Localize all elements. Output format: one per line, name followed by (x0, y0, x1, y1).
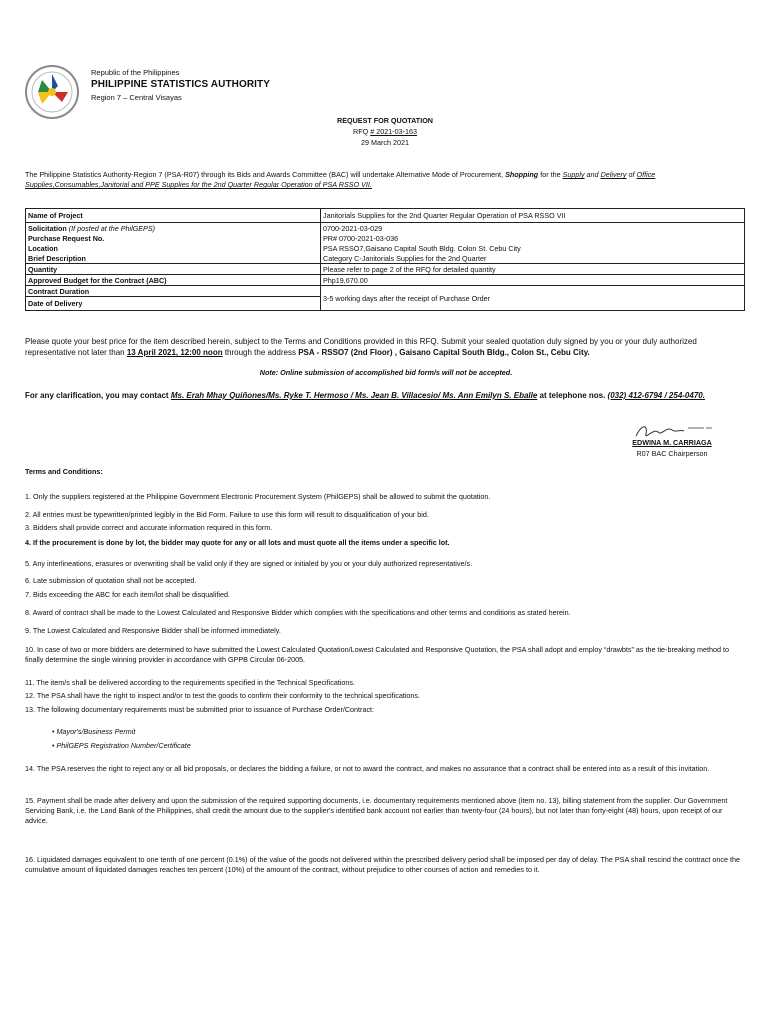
term-11: 11. The item/s shall be delivered according to the requirements specified in the Technical Specifications. (25, 678, 356, 687)
location-label: Location (26, 243, 321, 253)
intro-part2: for the (538, 170, 563, 179)
term-1: 1. Only the suppliers registered at the Philippine Government Electronic Procurement System (PhilGEPS) shall be allowed to submit the quotation. (25, 492, 491, 501)
table-row (26, 264, 745, 275)
brief-description-label: Brief Description (26, 253, 321, 264)
intro-office: Office Supplies,Consumables,Janitorial and PPE Supplies for the 2nd Quarter Regular Operation of PSA RSSO VII. (25, 170, 656, 189)
online-submission-note: Note: Online submission of accomplished bid form/s will not be accepted. (259, 368, 513, 377)
term-8: 8. Award of contract shall be made to the Lowest Calculated and Responsive Bidder which complies with the specifications and other terms and conditions as stated herein. (25, 608, 571, 617)
clarification-paragraph (25, 390, 747, 401)
table-row (26, 209, 745, 223)
intro-of: of (626, 170, 637, 179)
agency-name: PHILIPPINE STATISTICS AUTHORITY (91, 79, 271, 90)
signatory-position: R07 BAC Chairperson (636, 449, 708, 458)
location-value: PSA RSSO7,Gaisano Capital South Bldg. Colon St. Cebu City (321, 243, 745, 253)
table-row (26, 286, 745, 297)
terms-heading: Terms and Conditions: (25, 467, 103, 476)
quote-address: PSA - RSSO7 (2nd Floor) , Gaisano Capital South Bldg., Colon St., Cebu City. (298, 348, 590, 357)
rfq-heading: REQUEST FOR QUOTATION (337, 116, 433, 125)
term-10: 10. In case of two or more bidders are determined to have submitted the Lowest Calculated Quotation/Lowest Calculated and Responsive Quotation, the PSA shall adopt and employ “drawbts” as the tie-breaking method to finally determine the single winning provider in accordance with GPPB Circular 06-2005. (25, 645, 729, 664)
project-table-wrapper (25, 208, 745, 311)
clarify-contacts: Ms. Erah Mhay Quiñones/Ms. Ryke T. Hermoso / Ms. Jean B. Villacesio/ Ms. Ann Emilyn S. Eballe (170, 391, 538, 400)
abc-value: Php19,670.00 (321, 275, 745, 286)
solicitation-value: 0700-2021-03-029 (321, 223, 745, 234)
table-row (26, 275, 745, 286)
requirement-mayors-permit: • Mayor's/Business Permit (52, 727, 136, 736)
rfq-number (285, 127, 485, 137)
quote-part2: through the address (222, 348, 299, 357)
rfq-date: 29 March 2021 (361, 138, 409, 147)
contract-duration-label: Contract Duration (26, 286, 321, 297)
term-5: 5. Any interlineations, erasures or overwriting shall be valid only if they are signed or initialed by you or your duly authorized representative/s. (25, 559, 473, 568)
table-row (26, 253, 745, 264)
solicitation-label (26, 223, 321, 234)
clarify-phones: (032) 412-6794 / 254-0470. (607, 391, 705, 400)
clarify-part1: For any clarification, you may contact (25, 391, 171, 400)
quantity-value: Please refer to page 2 of the RFQ for detailed quantity (321, 264, 745, 275)
name-of-project-value: Janitorials Supplies for the 2nd Quarter Regular Operation of PSA RSSO VII (321, 209, 745, 223)
requirement-philgeps: • PhilGEPS Registration Number/Certificate (52, 741, 191, 750)
rfq-number-value: # 2021-03-163 (370, 127, 417, 136)
quote-part1: Please quote your best price for the item described herein, subject to the Terms and Conditions provided in this RFQ. Submit your sealed quotation duly signed by you or your duly authorized representative not later than (25, 337, 697, 357)
region-label: Region 7 – Central Visayas (91, 93, 182, 102)
date-of-delivery-label: Date of Delivery (26, 297, 321, 311)
intro-part1: The Philippine Statistics Authority-Region 7 (PSA-R07) through its Bids and Awards Committee (BAC) will undertake Alternative Mode of Procurement, (25, 170, 506, 179)
term-12: 12. The PSA shall have the right to inspect and/or to test the goods to confirm their conformity to the technical specifications. (25, 691, 420, 700)
table-row (26, 233, 745, 243)
term-13: 13. The following documentary requirements must be submitted prior to issuance of Purchase Order/Contract: (25, 705, 375, 714)
intro-and: and (584, 170, 601, 179)
intro-supply: Supply (562, 170, 585, 179)
term-6: 6. Late submission of quotation shall not be accepted. (25, 576, 197, 585)
contract-duration-value: 3-5 working days after the receipt of Purchase Order (321, 286, 745, 311)
intro-paragraph (25, 170, 747, 190)
solicitation-note: (If posted at the PhilGEPS) (66, 223, 156, 233)
purchase-request-label: Purchase Request No. (26, 233, 321, 243)
term-3: 3. Bidders shall provide correct and accurate information required in this form. (25, 523, 273, 532)
table-row (26, 243, 745, 253)
quote-deadline: 13 April 2021, 12:00 noon (126, 348, 223, 357)
solicitation-label-text: Solicitation (28, 223, 67, 233)
term-9: 9. The Lowest Calculated and Responsive Bidder shall be informed immediately. (25, 626, 281, 635)
project-table (25, 208, 745, 311)
quote-paragraph (25, 336, 747, 358)
term-4: 4. If the procurement is done by lot, the bidder may quote for any or all lots and must quote all the items under a specific lot. (25, 538, 450, 547)
republic-label: Republic of the Philippines (91, 68, 180, 77)
name-of-project-label: Name of Project (26, 209, 321, 223)
term-2: 2. All entries must be typewritten/printed legibly in the Bid Form. Failure to use this form will result to disqualification of your bid. (25, 510, 429, 519)
purchase-request-value: PR# 0700-2021-03-036 (321, 233, 745, 243)
term-15: 15. Payment shall be made after delivery and upon the submission of the required supporting documents, i.e. documentary requirements mentioned above (item no. 13), billing statement from the supplier. Our Government Servicing Bank, i.e. the Land Bank of the Philippines, shall credit the amount due to the supplier's identified bank account not earlier than twenty-four (24 hours), but not later than forty-eight (48) hours, upon receipt of our advice. (25, 796, 728, 825)
term-16: 16. Liquidated damages equivalent to one tenth of one percent (0.1%) of the value of the goods not delivered within the prescribed delivery period shall be imposed per day of delay. The PSA shall rescind the contract once the cumulative amount of liquidated damages reaches ten percent (10%) of the amount of the contract, without prejudice to other courses of action and remedies to it. (25, 855, 740, 874)
quantity-label: Quantity (26, 264, 321, 275)
abc-label: Approved Budget for the Contract (ABC) (26, 275, 321, 286)
table-row (26, 223, 745, 234)
intro-delivery: Delivery (600, 170, 627, 179)
psa-seal-logo (24, 64, 80, 120)
intro-shopping: Shopping (505, 170, 539, 179)
rfq-prefix: RFQ (353, 127, 371, 136)
signatory-name: EDWINA M. CARRIAGA (632, 438, 712, 447)
clarify-part2: at telephone nos. (537, 391, 608, 400)
brief-description-value: Category C-Janitorials Supplies for the 2nd Quarter (321, 253, 745, 264)
term-7: 7. Bids exceeding the ABC for each item/lot shall be disqualified. (25, 590, 230, 599)
term-14: 14. The PSA reserves the right to reject any or all bid proposals, or declares the bidding a failure, or not to award the contract, and makes no assurance that a contract shall be entered into as a result of this invitation. (25, 764, 710, 773)
